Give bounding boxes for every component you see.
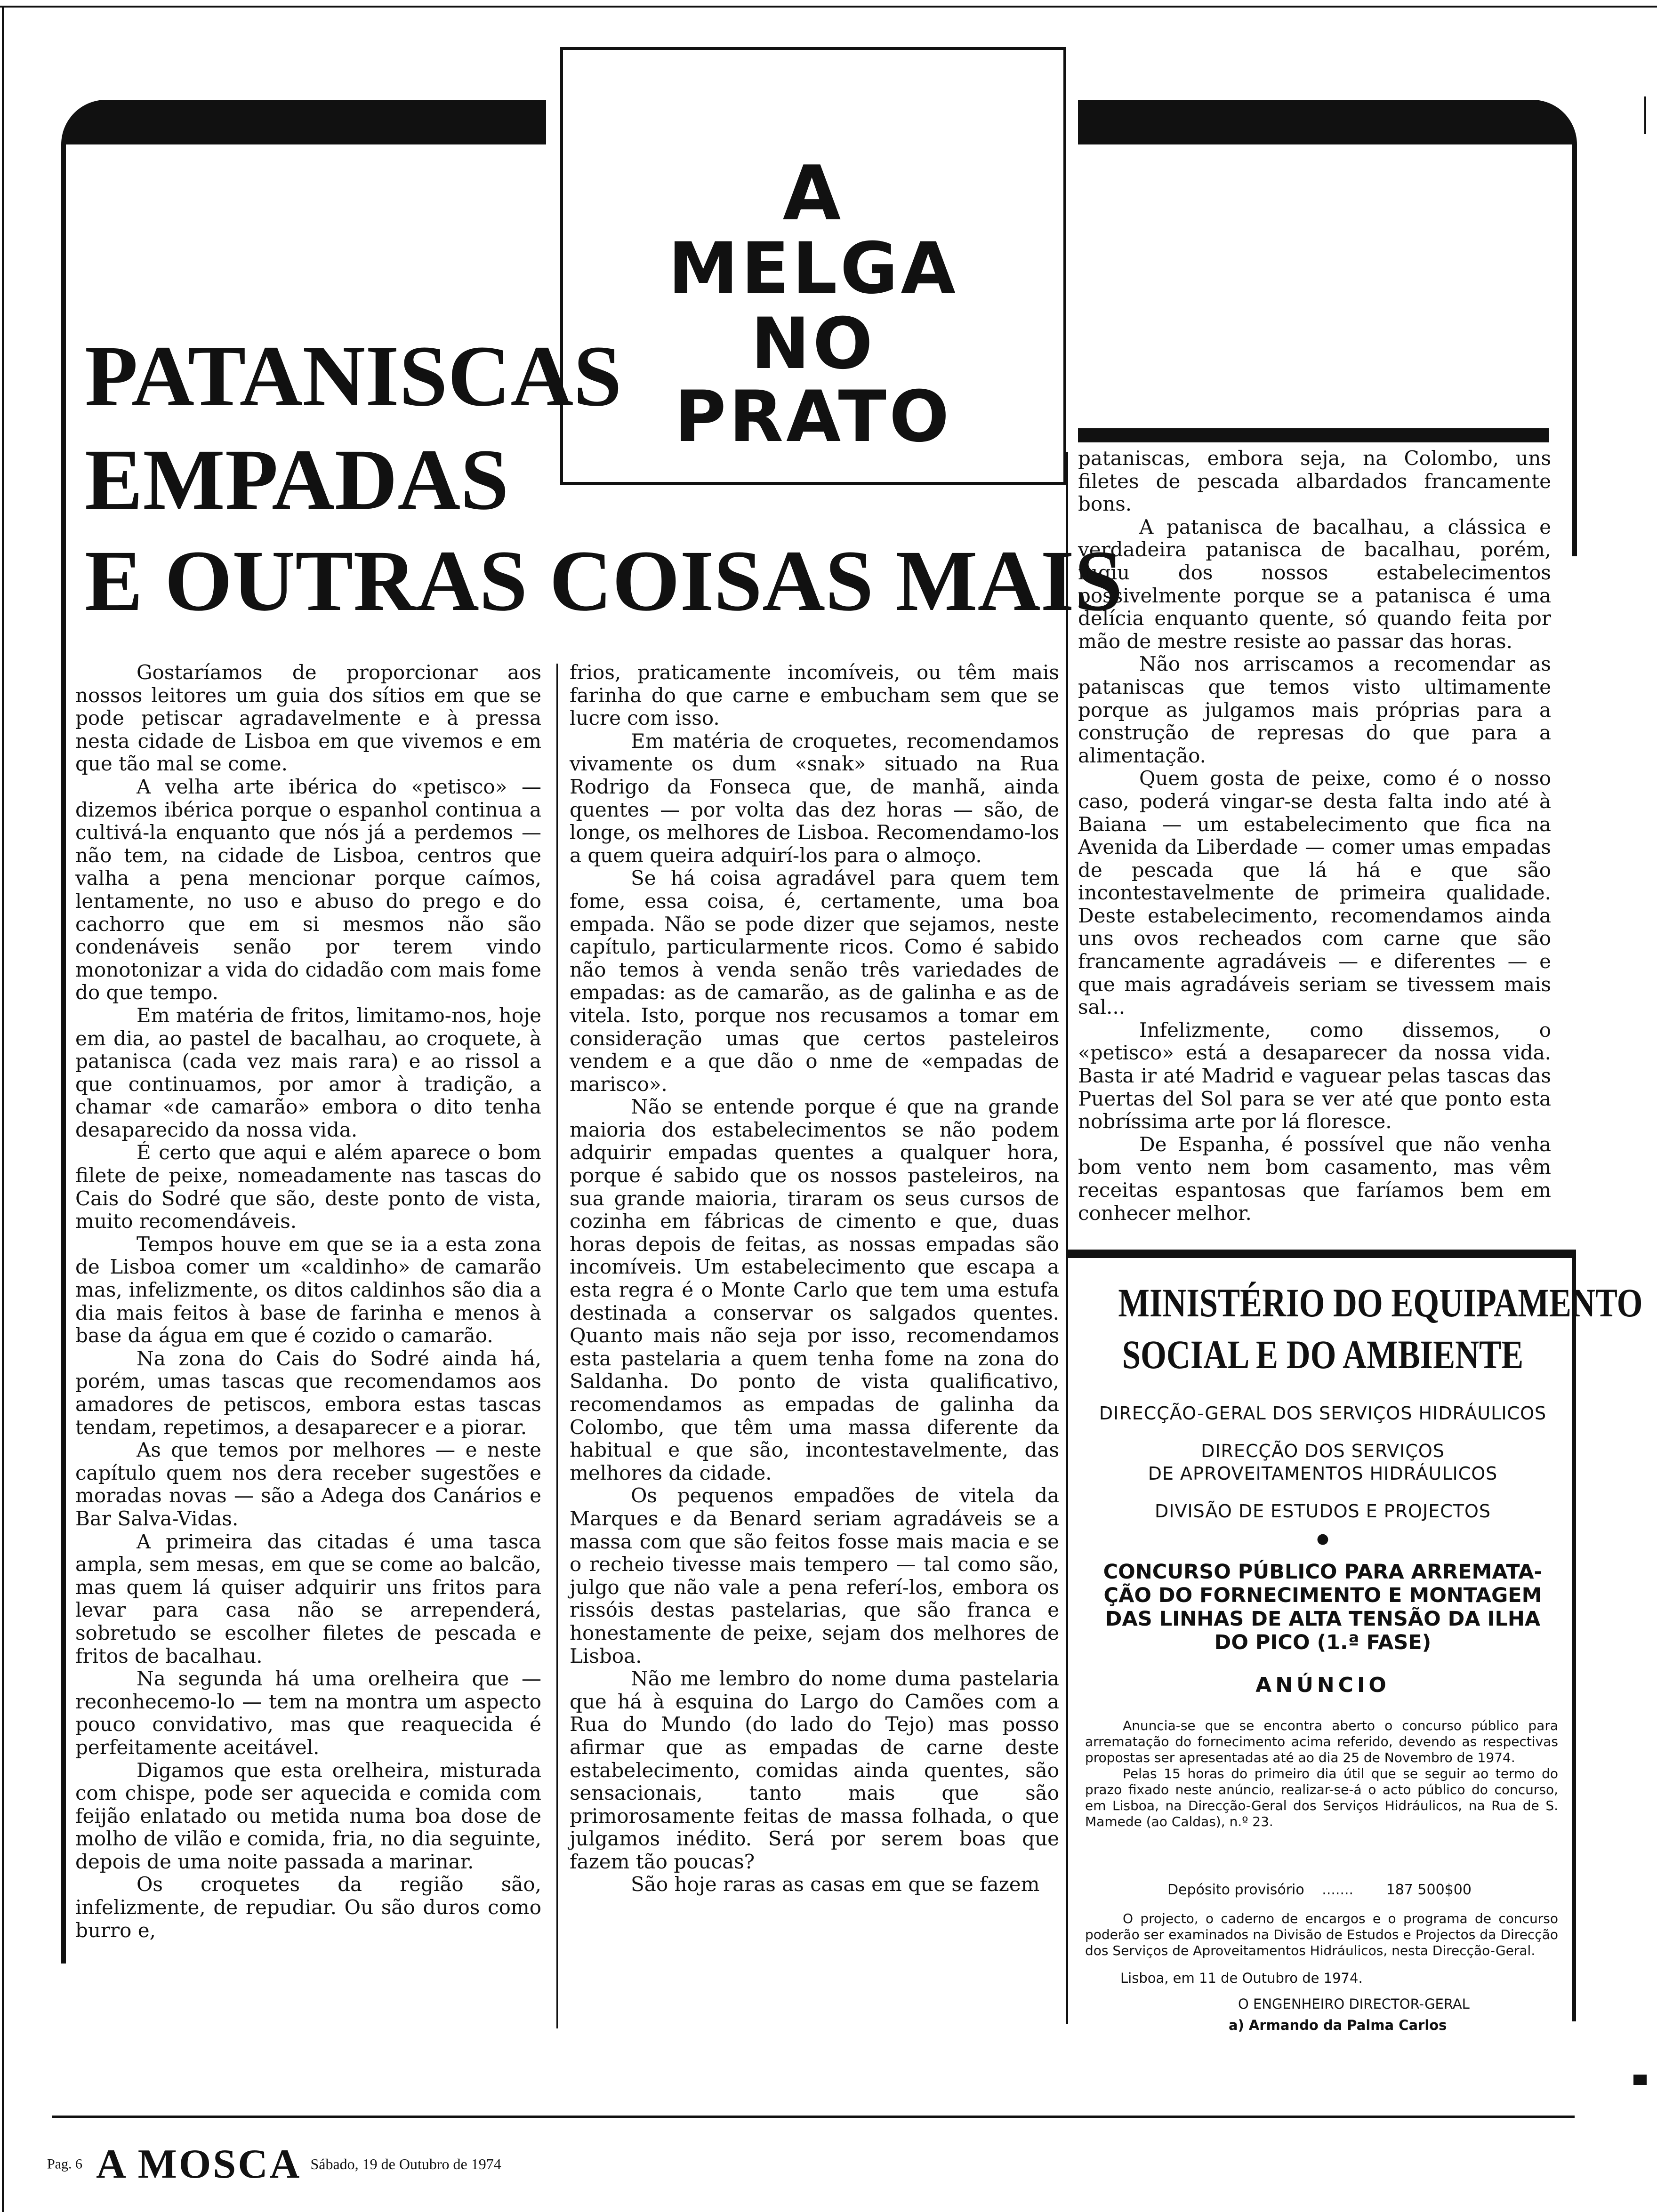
ad-contest-line-1: CONCURSO PÚBLICO PARA ARREMATA- [1103,1560,1543,1584]
col1-paragraph: É certo que aqui e além aparece o bom filete de peixe, nomeadamente nas tascas do Cais do Sodré que são, deste ponto de vista, muito recomendáveis. [75,1141,541,1233]
page-left-rule [2,6,4,2212]
article-column-1 [75,661,541,1942]
column-divider-left [556,664,558,2028]
col1-paragraph: Na zona do Cais do Sodré ainda há, porém, umas tascas que recomendamos aos amadores de petiscos, embora estas tascas tendam, repetimos, a desaparecer e a piorar. [75,1346,541,1439]
ad-contest-line-2: ÇÃO DO FORNECIMENTO E MONTAGEM [1103,1584,1542,1607]
headline-line-2: EMPADAS [85,432,509,528]
ad-body-paragraph: Anuncia-se que se encontra aberto o concurso público para arrematação do fornecimento acima referido, devendo as respectivas propostas ser apresentadas até ao dia 25 de Novembro de 1974. [1085,1718,1558,1765]
col1-paragraph: A velha arte ibérica do «petisco» — dizemos ibérica porque o espanhol continua a cultivá-la enquanto que nós já a perdemos — não tem, na cidade de Lisboa, centros que valha a pena mencionar porque caímos, lentamente, no uso e abuso do prego e do cachorro que em si mesmos não são condenáveis senão por terem vindo monotonizar a vida do cidadão com mais fome do que tempo. [75,775,541,1004]
logo-line-3: NO [750,303,876,385]
ad-title-line-2: SOCIAL E DO AMBIENTE [1122,1332,1524,1377]
ad-deposit-dots: ....... [1322,1882,1354,1898]
col2-paragraph: frios, praticamente incomíveis, ou têm mais farinha do que carne e embucham sem que se lucre com isso. [570,661,1059,730]
ad-date-line: Lisboa, em 11 de Outubro de 1974. [1120,1970,1363,1986]
ad-announcement-heading: ANÚNCIO [1255,1673,1390,1697]
col3-paragraph: pataniscas, embora seja, na Colombo, uns filetes de pescada albardados francamente bons. [1078,447,1551,516]
ad-department-2-line-1: DIRECÇÃO DOS SERVIÇOS [1201,1441,1445,1461]
col2-paragraph: Se há coisa agradável para quem tem fome, essa coisa, é, certamente, uma boa empada. Não se pode dizer que sejamos, neste capítulo, particularmente ricos. Como é sabido não temos à venda senão três variedades de empadas: as de camarão, as de galinha e as de vitela. Isto, porque nos recusamos a tomar em consideração umas que certos pasteleiros vendem e a que dão o nme de «empadas de marisco». [570,866,1059,1096]
logo-line-4: PRATO [674,376,952,458]
col1-paragraph: Gostaríamos de proporcionar aos nossos leitores um guia dos sítios em que se pode petiscar agradavelmente e à pressa nesta cidade de Lisboa em que vivemos e em que tão mal se come. [75,661,541,776]
page-top-rule [0,6,1657,8]
ad-contest-line-4: DO PICO (1.ª FASE) [1214,1631,1432,1654]
col1-paragraph: Em matéria de fritos, limitamo-nos, hoje em dia, ao pastel de bacalhau, ao croquete, à patanisca (cada vez mais rara) e ao rissol a que continuamos, por amor à tradição, a chamar «de camarão» embora o dito tenha desaparecido da nossa vida. [75,1003,541,1141]
headline-line-3: E OUTRAS COISAS MAIS [85,533,1123,629]
ad-project-text [1085,1911,1558,1959]
ad-body-text [1085,1718,1558,1830]
ad-department-1: DIRECÇÃO-GERAL DOS SERVIÇOS HIDRÁULICOS [1099,1403,1547,1424]
article-column-2 [570,661,1059,1896]
col3-paragraph: De Espanha, é possível que não venha bom vento nem bom casamento, mas vêm receitas espantosas que faríamos bem em conhecer melhor. [1078,1132,1551,1225]
col2-paragraph: Não se entende porque é que na grande maioria dos estabelecimentos se não podem adquirir empadas quentes a qualquer hora, porque é sabido que os nossos pasteleiros, na sua grande maioria, tiraram os seus cursos de cozinha em fábricas de cimento e que, duas horas depois de feitas, as nossas empadas são incomíveis. Um estabelecimento que escapa a esta regra é o Monte Carlo que tem uma estufa destinada a conservar os salgados quentes. Quanto mais não seja por isso, recomendamos esta pastelaria a quem tenha fome na zona do Saldanha. Do ponto de vista qualificativo, recomendamos as empadas de galinha da Colombo, que têm uma massa diferente da habitual e que são, incontestavelmente, das melhores da cidade. [570,1095,1059,1484]
col1-paragraph: Digamos que esta orelheira, misturada com chispe, pode ser aquecida e comida com feijão enlatado ou metida numa boa dose de molho de vilão e comida, fria, no dia seguinte, depois de uma noite passada a marinar. [75,1758,541,1873]
col2-paragraph: Em matéria de croquetes, recomendamos vivamente os dum «snak» situado na Rua Rodrigo da Fonseca que, de manhã, ainda quentes — por volta das dez horas — são, de longe, os melhores de Lisboa. Recomendamo-los a quem queira adquirí-los para o almoço. [570,729,1059,867]
col2-paragraph: São hoje raras as casas em que se fazem [631,1873,1040,1896]
col1-paragraph: As que temos por melhores — e neste capítulo quem nos dera receber sugestões e moradas novas — são a Adega dos Canários e Bar Salva-Vidas. [75,1438,541,1530]
footer-date: Sábado, 19 de Outubro de 1974 [310,2156,501,2172]
ad-deposit-label: Depósito provisório [1167,1882,1304,1898]
col1-paragraph: Na segunda há uma orelheira que — reconhecemo-lo — tem na montra um aspecto pouco convidativo, mas que reaquecida é perfeitamente aceitável. [75,1667,541,1759]
headline-line-1: PATANISCAS [85,328,622,425]
ad-title-line-1: MINISTÉRIO DO EQUIPAMENTO [1118,1280,1643,1325]
col3-paragraph: A patanisca de bacalhau, a clássica e verdadeira patanisca de bacalhau, porém, fugiu dos nossos estabelecimentos possivelmente porque se a patanisca é uma delícia enquanto quente, só quando feita por mão de mestre resiste ao passar das horas. [1078,515,1551,653]
ad-project-paragraph: O projecto, o caderno de encargos e o programa de concurso poderão ser examinados na Divisão de Estudos e Projectos da Direcção dos Serviços de Aproveitamentos Hidráulicos, nesta Direcção-Geral. [1085,1911,1558,1958]
ad-deposit-value: 187 500$00 [1386,1882,1472,1898]
column-three-top-rule [1078,428,1549,442]
footer-page-number: Pag. 6 [47,2156,82,2172]
logo-line-1: A [782,149,844,237]
ad-bullet-icon: ● [1316,1531,1329,1547]
ad-deposit-line [1167,1882,1544,1899]
logo-line-2: MELGA [668,228,958,310]
col1-paragraph: Tempos houve em que se ia a esta zona de Lisboa comer um «caldinho» de camarão mas, infelizmente, os ditos caldinhos são dia a dia mais feitos à base de farinha e menos à base da água em que é cozido o camarão. [75,1232,541,1347]
col2-paragraph: Os pequenos empadões de vitela da Marques e da Benard seriam agradáveis se a massa com que são feitos fosse mais macia e se o recheio tivesse mais tempero — tal como são, julgo que não vale a pena referí-los, embora os rissóis destas pastelarias, que são franca e honestamente de peixe, sejam dos melhores de Lisboa. [570,1484,1059,1667]
column-logo-box [560,47,1066,485]
col3-paragraph: Infelizmente, como dissemos, o «petisco» está a desaparecer da nossa vida. Basta ir até Madrid e vaguear pelas tascas das Puertas del Sol para se ver até que ponto esta nobríssima arte por lá floresce. [1078,1018,1551,1133]
article-column-3 [1078,447,1551,1225]
col2-paragraph: Não me lembro do nome duma pastelaria que há à esquina do Largo do Camões com a Rua do Mundo (do lado do Tejo) mas posso afirmar que as empadas de carne deste estabelecimento, comidas ainda quentes, são sensacionais, tanto mais que são primorosamente feitas de massa folhada, o que julgamos inédito. Será por serem boas que fazem tão poucas? [570,1667,1059,1873]
margin-mark-bottom-right [1633,2075,1647,2085]
ad-department-3: DIVISÃO DE ESTUDOS E PROJECTOS [1155,1501,1491,1522]
col3-paragraph: Quem gosta de peixe, como é o nosso caso, poderá vingar-se desta falta indo até à Baiana — um estabelecimento que fica na Avenida da Liberdade — comer umas empadas de pescada que lá há e que são incontestavelmente de primeira qualidade. Deste estabelecimento, recomendamos ainda uns ovos recheados com carne que são francamente agradáveis — e diferentes — e que mais agradáveis seriam se tivessem mais sal... [1078,767,1551,1019]
ad-contest-line-3: DAS LINHAS DE ALTA TENSÃO DA ILHA [1105,1607,1541,1631]
margin-mark-top-right [1644,96,1646,134]
col3-paragraph: Não nos arriscamos a recomendar as pataniscas que temos visto ultimamente porque as julgamos mais próprias para a construção de represas do que para a alimentação. [1078,652,1551,767]
ad-signature-title: O ENGENHEIRO DIRECTOR-GERAL [1238,1996,1470,2012]
footer [47,2140,501,2192]
ad-body-paragraph: Pelas 15 horas do primeiro dia útil que se seguir ao termo do prazo fixado neste anúncio, realizar-se-á o acto público do concurso, em Lisboa, na Direcção-Geral dos Serviços Hidráulicos, na Rua de S. Mamede (ao Caldas), n.º 23. [1085,1766,1558,1829]
ad-signature-name: a) Armando da Palma Carlos [1229,2017,1447,2033]
col1-paragraph: A primeira das citadas é uma tasca ampla, sem mesas, em que se come ao balcão, mas quem lá quiser adquirir uns fritos para levar para casa não se arrependerá, sobretudo se escolher filetes de pescada e fritos de bacalhau. [75,1530,541,1667]
col1-paragraph: Os croquetes da região são, infelizmente, de repudiar. Ou são duros como burro e, [75,1873,541,1942]
footer-masthead: A MOSCA [96,2141,302,2187]
ad-department-2-line-2: DE APROVEITAMENTOS HIDRÁULICOS [1148,1463,1498,1484]
footer-rule [52,2116,1575,2118]
